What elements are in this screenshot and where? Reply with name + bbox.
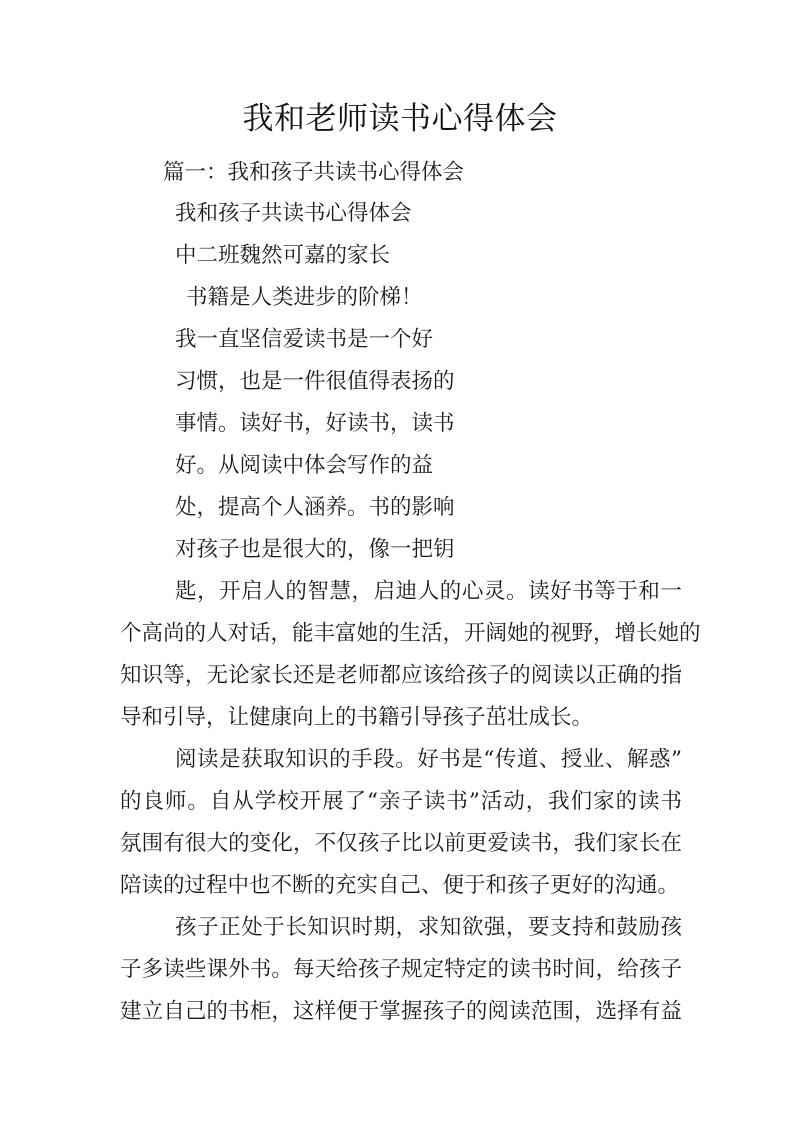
text-line: 我一直坚信爱读书是一个好 [175, 327, 434, 352]
paragraph-line: 导和引导，让健康向上的书籍引导孩子茁壮成长。 [120, 705, 594, 730]
text-line: 事情。读好书，好读书，读书 [175, 411, 455, 436]
text-line: 对孩子也是很大的，像一把钥 [175, 537, 455, 562]
paragraph-line: 氛围有很大的变化，不仅孩子比以前更爱读书，我们家长在 [120, 831, 682, 856]
paragraph-line: 个高尚的人对话，能丰富她的生活，开阔她的视野，增长她的 [120, 621, 701, 646]
paragraph-line: 知识等，无论家长还是老师都应该给孩子的阅读以正确的指 [120, 663, 682, 688]
motto-line: 书籍是人类进步的阶梯！ [186, 285, 423, 310]
paragraph-line: 建立自己的书柜，这样便于掌握孩子的阅读范围，选择有益 [120, 999, 682, 1024]
paragraph-line: 孩子正处于长知识时期，求知欲强，要支持和鼓励孩 [175, 915, 682, 940]
section-heading: 篇一：我和孩子共读书心得体会 [163, 160, 465, 185]
text-line: 好。从阅读中体会写作的益 [175, 453, 434, 478]
paragraph-line: 阅读是获取知识的手段。好书是“传道、授业、解惑” [175, 747, 682, 772]
article-title-line: 我和孩子共读书心得体会 [175, 201, 412, 226]
document-title: 我和老师读书心得体会 [242, 101, 558, 137]
author-line: 中二班魏然可嘉的家长 [175, 243, 391, 268]
text-line: 处，提高个人涵养。书的影响 [175, 495, 455, 520]
paragraph-line: 子多读些课外书。每天给孩子规定特定的读书时间，给孩子 [120, 957, 682, 982]
paragraph-line: 的良师。自从学校开展了“亲子读书”活动，我们家的读书 [120, 789, 682, 814]
paragraph-line: 匙，开启人的智慧，启迪人的心灵。读好书等于和一 [175, 579, 682, 604]
text-line: 习惯，也是一件很值得表扬的 [175, 369, 455, 394]
paragraph-line: 陪读的过程中也不断的充实自己、便于和孩子更好的沟通。 [120, 873, 680, 898]
